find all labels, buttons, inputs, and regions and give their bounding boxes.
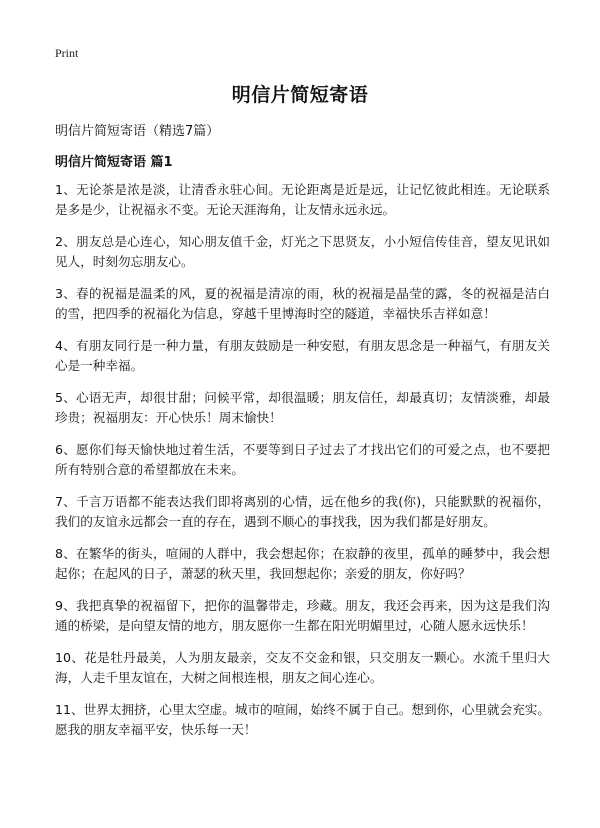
list-item: 7、千言万语都不能表达我们即将离别的心情，远在他乡的我(你)，只能默默的祝福你，我们的友谊永远都会一直的存在，遇到不顺心的事找我，因为我们都是好朋友。 xyxy=(55,494,550,529)
section-title: 明信片简短寄语 篇1 xyxy=(55,155,173,170)
list-item: 3、春的祝福是温柔的风，夏的祝福是清凉的雨，秋的祝福是晶莹的露，冬的祝福是洁白的雪，把四季的祝福化为信息，穿越千里博海时空的隧道，幸福快乐吉祥如意！ xyxy=(55,286,550,321)
print-link[interactable]: Print xyxy=(55,46,79,60)
message-list xyxy=(55,180,550,752)
list-item: 8、在繁华的街头，喧闹的人群中，我会想起你；在寂静的夜里，孤单的睡梦中，我会想起你；在起风的日子，萧瑟的秋天里，我回想起你；亲爱的朋友，你好吗？ xyxy=(55,546,550,581)
list-item: 9、我把真挚的祝福留下，把你的温馨带走，珍藏。朋友，我还会再来，因为这是我们沟通的桥梁，是向望友情的地方，朋友愿你一生都在阳光明媚里过，心随人愿永远快乐！ xyxy=(55,598,550,633)
list-item: 4、有朋友同行是一种力量，有朋友鼓励是一种安慰，有朋友思念是一种福气，有朋友关心是一种幸福。 xyxy=(55,338,550,373)
list-item: 2、朋友总是心连心，知心朋友值千金，灯光之下思贤友，小小短信传佳音，望友见讯如见人，时刻勿忘朋友心。 xyxy=(55,234,550,269)
list-item: 6、愿你们每天愉快地过着生活，不要等到日子过去了才找出它们的可爱之点，也不要把所有特别合意的希望都放在未来。 xyxy=(55,442,550,477)
page-title: 明信片简短寄语 xyxy=(231,84,369,106)
list-item: 11、世界太拥挤，心里太空虚。城市的喧闹，始终不属于自己。想到你，心里就会充实。愿我的朋友幸福平安，快乐每一天！ xyxy=(55,702,550,737)
list-item: 5、心语无声，却很甘甜；问候平常，却很温暖；朋友信任，却最真切；友情淡雅，却最珍贵；祝福朋友：开心快乐！周末愉快！ xyxy=(55,390,550,425)
list-item: 1、无论茶是浓是淡，让清香永驻心间。无论距离是近是远，让记忆彼此相连。无论联系是多是少，让祝福永不变。无论天涯海角，让友情永远永远。 xyxy=(55,182,550,217)
document-subtitle: 明信片简短寄语（精选7篇） xyxy=(55,124,220,139)
list-item: 10、花是牡丹最美，人为朋友最亲，交友不交金和银，只交朋友一颗心。水流千里归大海，人走千里友谊在，大树之间根连根，朋友之间心连心。 xyxy=(55,650,550,685)
